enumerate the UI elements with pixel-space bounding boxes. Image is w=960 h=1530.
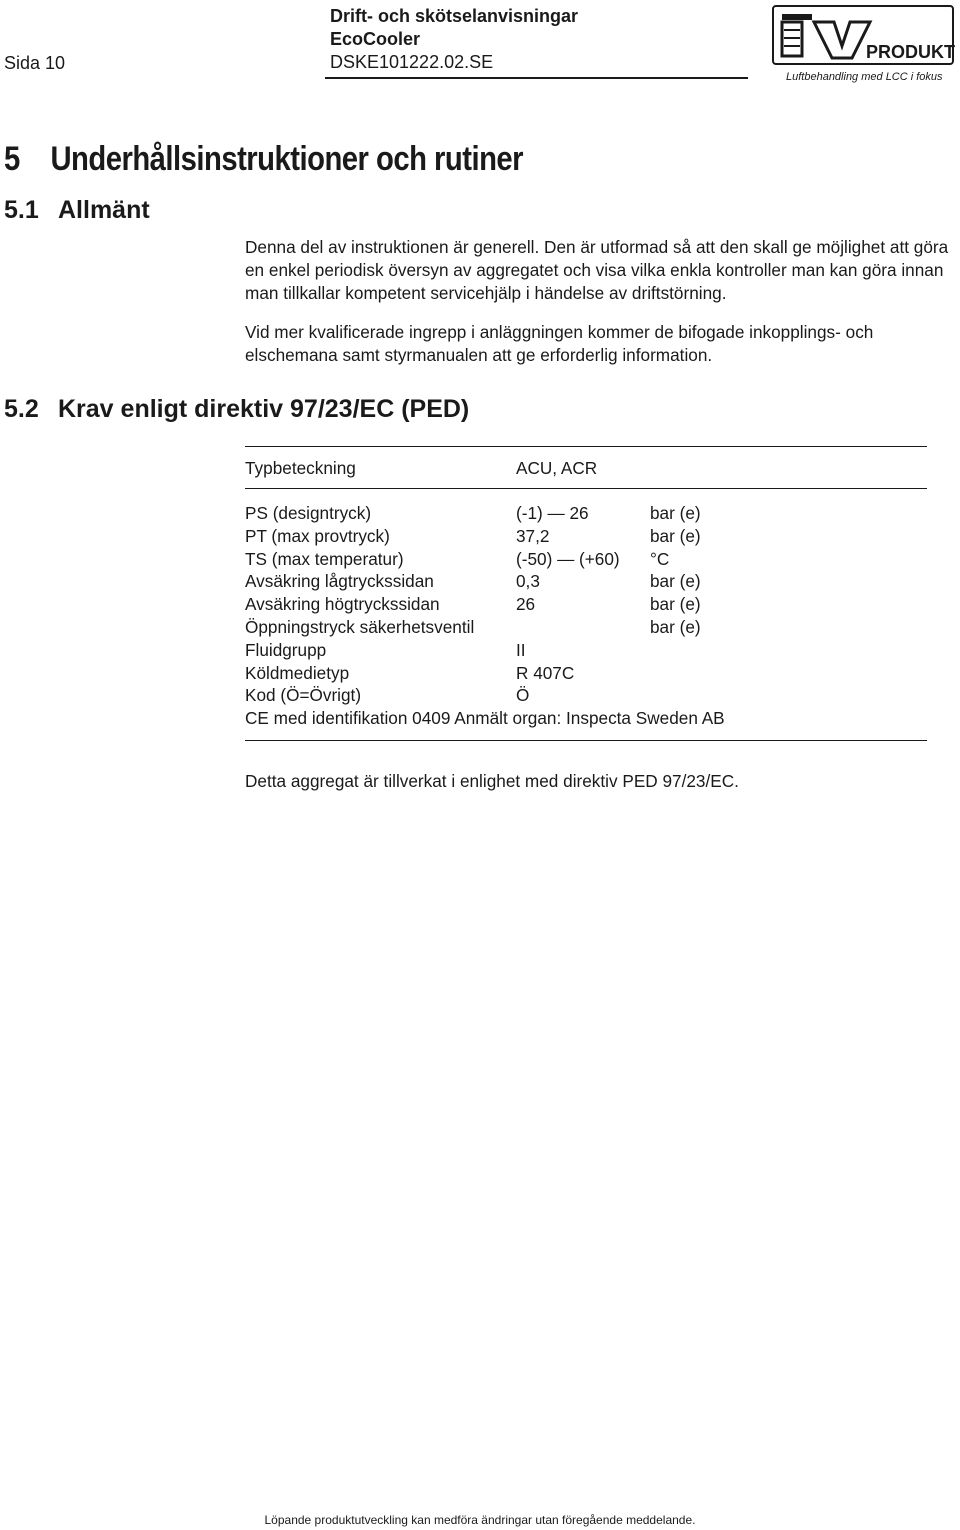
spec-value: Ö <box>516 685 530 706</box>
section-5-number: 5 <box>4 140 20 178</box>
table-header-rule <box>245 488 927 489</box>
product-name: EcoCooler <box>330 29 421 49</box>
document-id: DSKE101222.02.SE <box>330 52 494 72</box>
spec-value: 26 <box>516 594 536 615</box>
section-5-2-heading <box>4 395 469 424</box>
page-footer: Löpande produktutveckling kan medföra ändringar utan föregående meddelande. <box>264 1513 696 1527</box>
spec-unit: bar (e) <box>650 525 701 546</box>
table-top-rule <box>245 446 927 447</box>
spec-unit: bar (e) <box>650 594 701 615</box>
spec-value: (-50) — (+60) <box>516 548 620 569</box>
section-5-1-number: 5.1 <box>4 196 39 224</box>
section-5-title: Underhållsinstruktioner och rutiner <box>50 140 524 178</box>
spec-label: Avsäkring lågtryckssidan <box>245 571 434 592</box>
spec-label: PS (designtryck) <box>245 503 372 523</box>
ped-statement: Detta aggregat är tillverkat i enlighet med direktiv PED 97/23/EC. <box>245 771 739 791</box>
section-5-1-title: Allmänt <box>58 196 150 224</box>
paragraph-intro: Denna del av instruktionen är generell. Den är utformad så att den skall ge möjlighet att göra en enkel periodisk översyn av aggregatet och visa vilka enkla kontroller man kan göra innan man tillkallar kompetent servicehjälp i händelse av driftstörning. <box>245 237 949 303</box>
table-bottom-rule <box>245 740 927 741</box>
section-5-2-number: 5.2 <box>4 395 39 423</box>
ce-line: CE med identifikation 0409 Anmält organ: Inspecta Sweden AB <box>245 708 725 729</box>
spec-label: Avsäkring högtryckssidan <box>245 594 440 615</box>
spec-unit: bar (e) <box>650 571 701 592</box>
type-value: ACU, ACR <box>516 458 598 478</box>
page-number: Sida 10 <box>4 53 66 73</box>
spec-label: Öppningstryck säkerhetsventil <box>245 616 475 637</box>
header-rule <box>325 77 748 79</box>
document-title: Drift- och skötselanvisningar <box>330 6 579 26</box>
spec-unit: bar (e) <box>650 616 701 637</box>
spec-label: TS (max temperatur) <box>245 548 404 569</box>
spec-label: Kod (Ö=Övrigt) <box>245 685 362 706</box>
spec-value: 37,2 <box>516 525 550 546</box>
spec-unit: °C <box>650 548 670 569</box>
paragraph-qualified: Vid mer kvalificerade ingrepp i anläggningen kommer de bifogade inkopplings- och elschemana samt styrmanualen att ge erforderlig information. <box>245 322 874 365</box>
section-5-2-title: Krav enligt direktiv 97/23/EC (PED) <box>58 395 470 423</box>
section-5-1-heading <box>4 196 150 225</box>
type-row <box>245 458 598 479</box>
spec-label: PT (max provtryck) <box>245 525 390 546</box>
spec-value: 0,3 <box>516 571 540 592</box>
spec-label: Köldmedietyp <box>245 662 350 683</box>
logo-tagline: Luftbehandling med LCC i fokus <box>786 71 943 83</box>
document-header <box>330 5 578 74</box>
spec-unit: bar (e) <box>650 503 701 523</box>
spec-value: (-1) — 26 <box>516 503 589 523</box>
logo-text: PRODUKT <box>866 42 955 62</box>
type-label: Typbeteckning <box>245 458 356 478</box>
section-5-heading <box>4 140 523 179</box>
spec-value: R 407C <box>516 662 575 683</box>
spec-label: Fluidgrupp <box>245 639 327 660</box>
spec-value: II <box>516 639 526 660</box>
iv-produkt-logo <box>770 2 956 68</box>
